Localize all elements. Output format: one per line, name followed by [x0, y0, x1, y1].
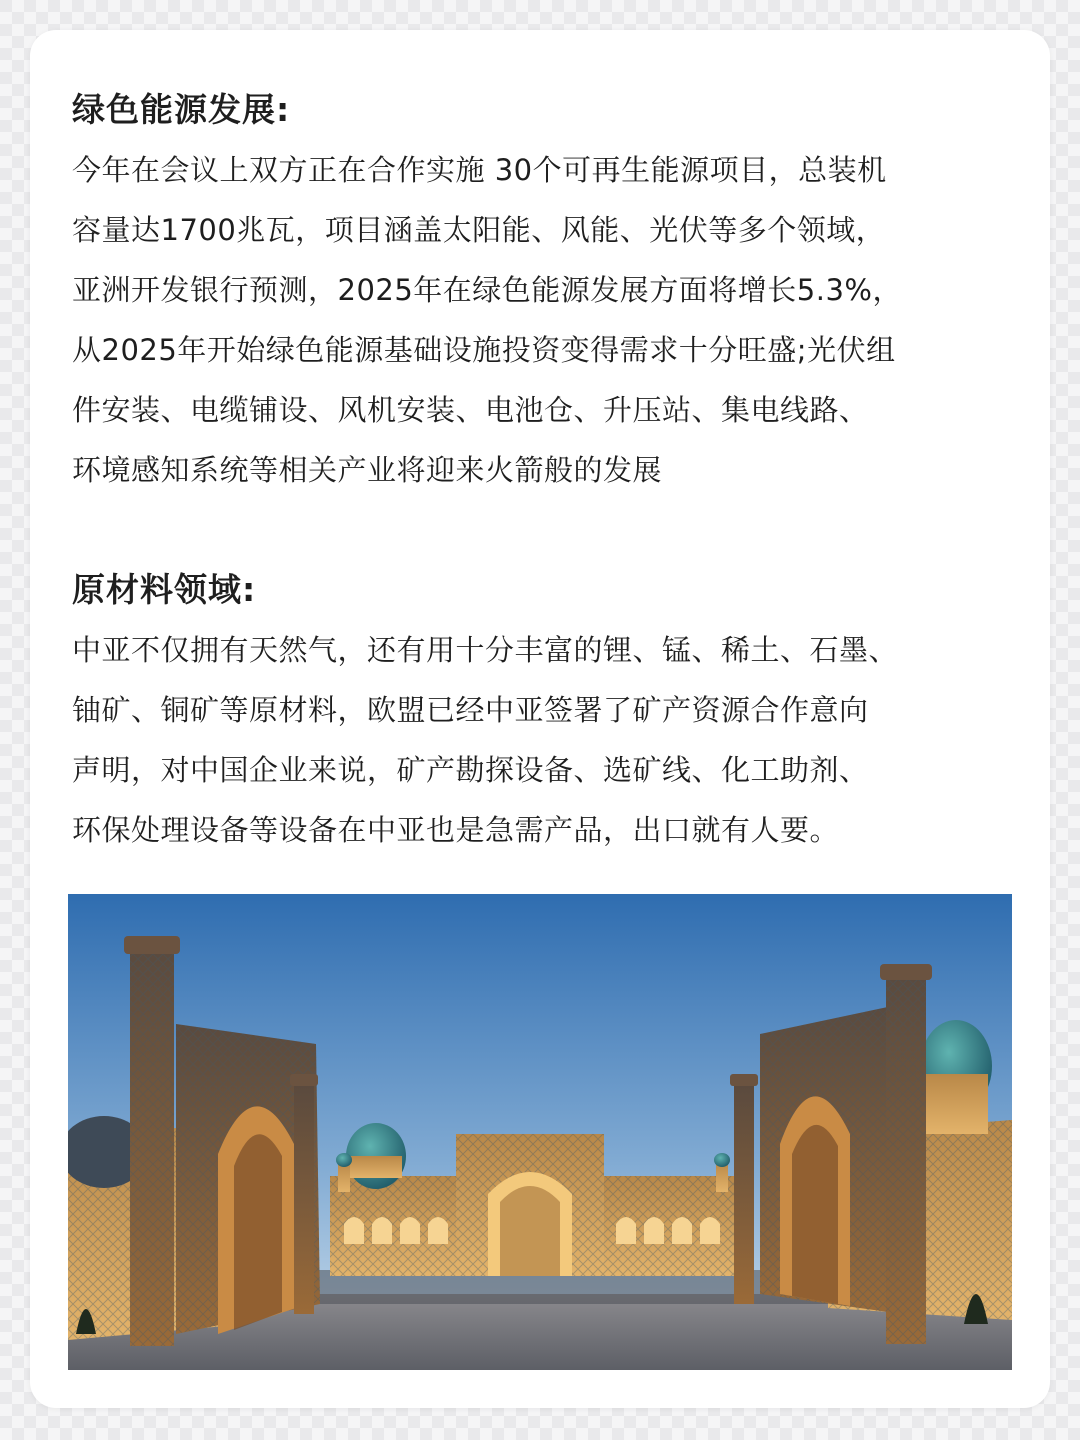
section-paragraph: 今年在会议上双方正在合作实施 30个可再生能源项目，总装机 容量达1700兆瓦，项目涵盖太阳能、风能、光伏等多个领域， 亚洲开发银行预测，2025年在绿色能源发展方面将增长5.3%， 从2025年开始绿色能源基础设施投资变得需求十分旺盛;光伏组 件安装、电缆铺设、风机安装、电池仓、升压站、集电线路、 环境感知系统等相关产业将迎来火箭般的发展	[72, 153, 902, 487]
registan-photo	[68, 894, 1012, 1370]
article-card	[30, 30, 1050, 1408]
section-raw-materials	[72, 562, 1012, 860]
registan-illustration	[68, 894, 1012, 1370]
section-green-energy	[72, 82, 1012, 500]
section-heading: 原材料领域:	[72, 570, 257, 609]
section-paragraph: 中亚不仅拥有天然气，还有用十分丰富的锂、锰、稀土、石墨、 铀矿、铜矿等原材料，欧盟已经中亚签署了矿产资源合作意向 声明，对中国企业来说，矿产勘探设备、选矿线、化工助剂、 环保处理设备等设备在中亚也是急需产品，出口就有人要。	[72, 633, 899, 847]
section-heading: 绿色能源发展:	[72, 90, 291, 129]
